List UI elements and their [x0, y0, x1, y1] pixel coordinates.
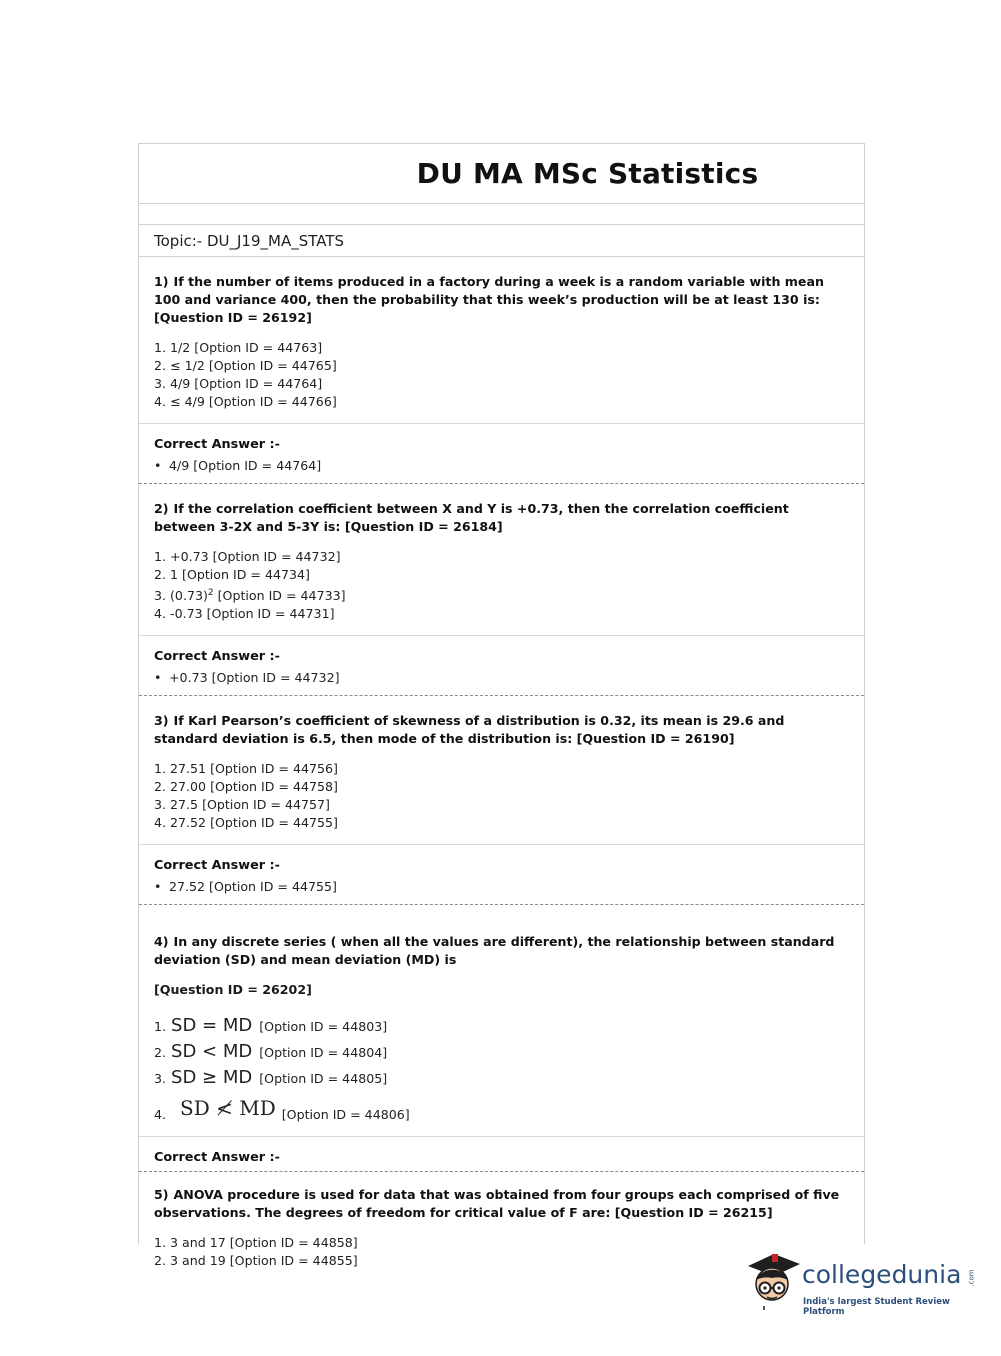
- option-item: 2. 3 and 19 [Option ID = 44855]: [154, 1253, 358, 1269]
- title-row: [139, 144, 864, 204]
- logo-tagline: India's largest Student Review Platform: [803, 1297, 950, 1317]
- option-item: [154, 1065, 849, 1091]
- option-item: 1. 27.51 [Option ID = 44756]: [154, 761, 338, 777]
- mascot-icon: [742, 1250, 802, 1312]
- option-id: [Option ID = 44803]: [259, 1019, 388, 1035]
- answer-2: [139, 636, 864, 696]
- logo-suffix: .com: [967, 1269, 976, 1287]
- question-body: If the correlation coefficient between X and Y is +0.73, then the correlation coefficient between 3-2X and 5-3Y is: [Question ID = 26184]: [154, 501, 789, 534]
- answer-label: Correct Answer :-: [154, 437, 280, 452]
- topic-label: Topic:- DU_J19_MA_STATS: [139, 225, 864, 257]
- answer-item: [154, 454, 849, 475]
- question-text: [154, 484, 849, 536]
- option-number: 2.: [154, 1045, 167, 1061]
- option-item: 1. 3 and 17 [Option ID = 44858]: [154, 1235, 358, 1251]
- bullet-icon: •: [154, 458, 162, 473]
- option-item: [154, 1091, 849, 1130]
- option-math: SD < MD: [171, 1041, 253, 1063]
- option-math: SD ≥ MD: [171, 1067, 253, 1089]
- option-id: [Option ID = 44805]: [259, 1071, 388, 1087]
- option-item: [154, 1013, 849, 1039]
- question-4: [139, 905, 864, 1137]
- option-item: [154, 584, 849, 605]
- answer-item: [154, 875, 849, 896]
- spacer-row: [139, 204, 864, 225]
- option-number: 3.: [154, 1071, 167, 1087]
- option-number: 1.: [154, 1019, 167, 1035]
- answer-item: [154, 666, 849, 687]
- question-number: 2): [154, 501, 169, 516]
- option-list: [154, 327, 849, 423]
- answer-3: [139, 845, 864, 905]
- question-text: [154, 1172, 849, 1222]
- question-id: [Question ID = 26202]: [154, 982, 312, 998]
- option-list: [154, 999, 849, 1136]
- option-item: 2. ≤ 1/2 [Option ID = 44765]: [154, 358, 337, 373]
- option-id: [Option ID = 44733]: [213, 588, 346, 604]
- answer-label: Correct Answer :-: [154, 649, 280, 665]
- answer-value: +0.73 [Option ID = 44732]: [169, 670, 340, 686]
- option-item: 4. 27.52 [Option ID = 44755]: [154, 815, 338, 831]
- option-item: [154, 1039, 849, 1065]
- answer-4: [139, 1137, 864, 1172]
- question-text: [154, 257, 849, 327]
- question-body: If Karl Pearson’s coefficient of skewness of a distribution is 0.32, its mean is 29.6 and standard deviation is 6.5, then mode of the distribution is: [Question ID = 26190]: [154, 713, 785, 747]
- question-3: [139, 696, 864, 845]
- option-item: 1. 1/2 [Option ID = 44763]: [154, 340, 323, 355]
- option-math: SD = MD: [171, 1015, 253, 1037]
- answer-value: 27.52 [Option ID = 44755]: [169, 879, 337, 895]
- collegedunia-logo[interactable]: [742, 1250, 982, 1320]
- answer-value: 4/9 [Option ID = 44764]: [169, 458, 322, 473]
- question-number: 1): [154, 274, 169, 289]
- question-paper: [138, 143, 865, 1269]
- bullet-icon: •: [154, 879, 162, 895]
- option-item: 1. +0.73 [Option ID = 44732]: [154, 549, 341, 564]
- option-item: 4. ≤ 4/9 [Option ID = 44766]: [154, 394, 337, 409]
- answer-label: Correct Answer :-: [154, 1150, 280, 1166]
- option-id: [Option ID = 44806]: [281, 1107, 410, 1123]
- option-number: 4.: [154, 1107, 167, 1123]
- question-body: In any discrete series ( when all the values are different), the relationship between standard deviation (SD) and mean deviation (MD) is: [154, 934, 835, 968]
- question-number: 4): [154, 934, 169, 950]
- question-text: [154, 696, 849, 748]
- logo-wordmark: collegedunia: [802, 1260, 962, 1289]
- option-math: SD ≮ MD: [180, 1096, 276, 1121]
- superscript: 2: [207, 588, 214, 598]
- option-text: 3. (0.73): [154, 588, 208, 604]
- option-item: 3. 4/9 [Option ID = 44764]: [154, 376, 323, 391]
- option-id: [Option ID = 44804]: [259, 1045, 388, 1061]
- bullet-icon: •: [154, 670, 162, 686]
- answer-1: [139, 424, 864, 484]
- question-body: ANOVA procedure is used for data that was obtained from four groups each comprised of five observations. The degrees of freedom for critical value of F are: [Question ID = 26215]: [154, 1187, 840, 1221]
- option-list: [154, 536, 849, 635]
- question-1: [139, 257, 864, 424]
- answer-label: Correct Answer :-: [154, 858, 280, 874]
- question-body: If the number of items produced in a factory during a week is a random variable with mean 100 and variance 400, then the probability that this week’s production will be at least 130 is: [Question ID = 26192]: [154, 274, 824, 325]
- option-item: 2. 27.00 [Option ID = 44758]: [154, 779, 338, 795]
- page-title: DU MA MSc Statistics: [416, 157, 759, 190]
- question-text: [154, 905, 849, 969]
- question-number: 5): [154, 1187, 169, 1203]
- option-list: [154, 748, 849, 844]
- option-item: 2. 1 [Option ID = 44734]: [154, 567, 310, 582]
- question-2: [139, 484, 864, 636]
- option-item: 3. 27.5 [Option ID = 44757]: [154, 797, 330, 813]
- option-item: 4. -0.73 [Option ID = 44731]: [154, 606, 335, 622]
- question-number: 3): [154, 713, 169, 729]
